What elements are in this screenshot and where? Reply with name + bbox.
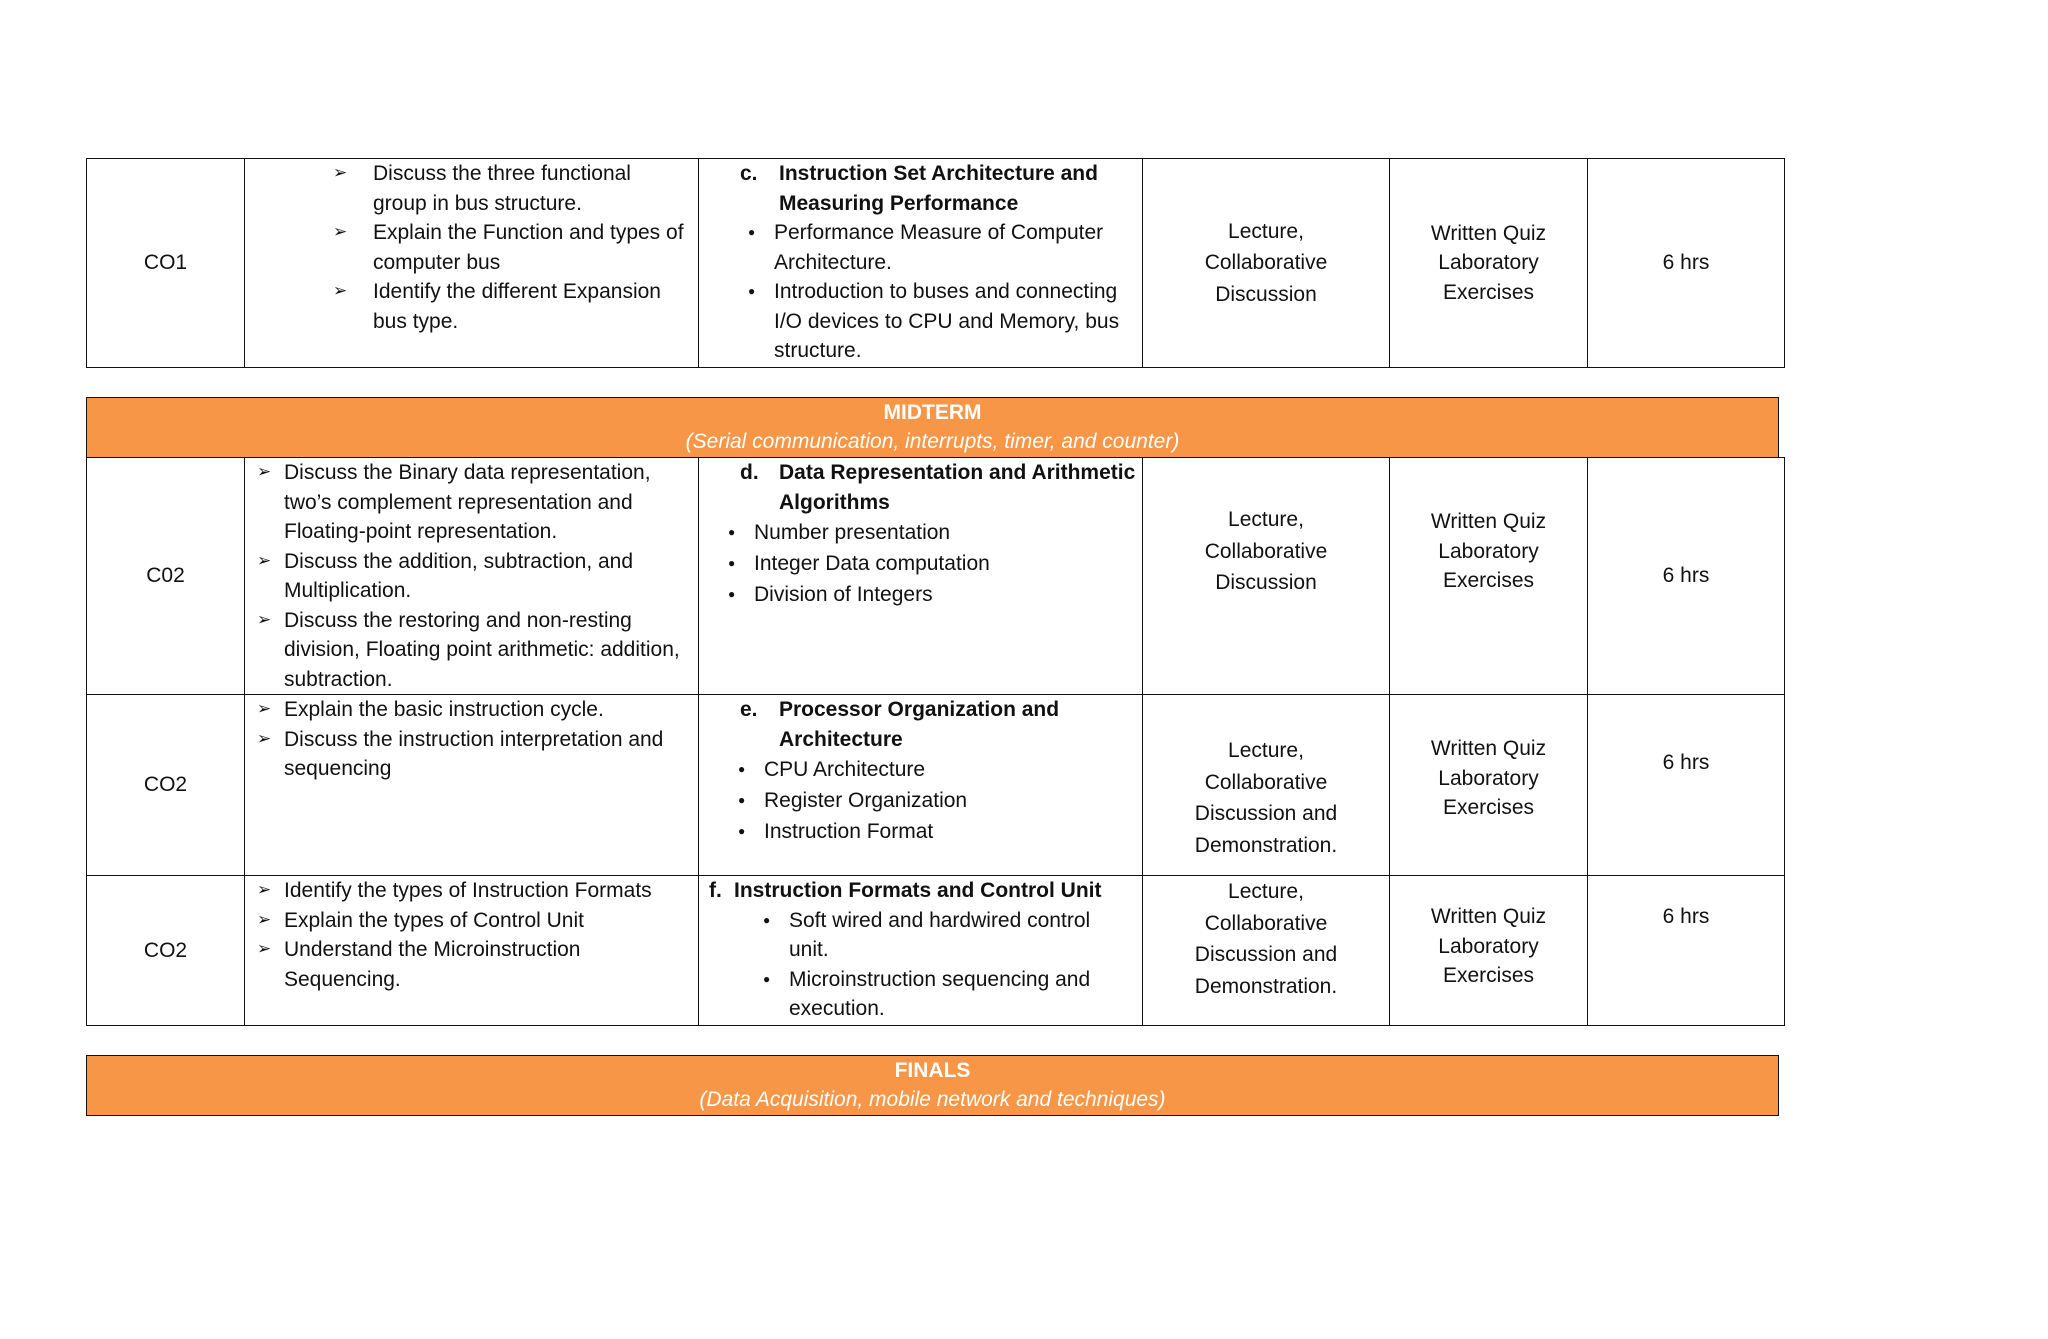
topic-item: ● Instruction Format	[764, 816, 1134, 847]
objective-item: ➢ Discuss the addition, subtraction, and Multiplication.	[245, 547, 698, 606]
co-cell	[87, 458, 245, 695]
topic-item: ● Performance Measure of Computer Architecture.	[774, 218, 1134, 277]
co-label: C02	[146, 564, 185, 588]
assessment-line: Written Quiz	[1430, 737, 1547, 760]
time-allotment: 6 hrs	[1662, 251, 1710, 275]
tla-line: Collaborative	[1204, 770, 1328, 794]
co-cell	[87, 876, 245, 1026]
co-label: CO1	[143, 251, 188, 275]
assessment-line: Exercises	[1442, 964, 1535, 987]
topic-cell	[699, 876, 1143, 1026]
table-row	[87, 159, 1785, 368]
assessment-line: Exercises	[1442, 796, 1535, 819]
time-cell	[1588, 159, 1785, 368]
topic-title: Instruction Formats and Control Unit	[734, 879, 1102, 902]
table-row	[87, 876, 1785, 1026]
objective-item: ➢ Discuss the instruction interpretation and sequencing	[245, 725, 698, 784]
assessment-cell	[1390, 876, 1588, 1026]
tla-line: Discussion	[1215, 571, 1317, 594]
topic-list	[699, 754, 1142, 847]
topic-letter: d.	[740, 461, 759, 484]
tla-cell	[1143, 695, 1390, 876]
topic-title: Processor Organization and Architecture	[779, 698, 1060, 751]
tla-line: Discussion and	[1194, 943, 1338, 966]
topic-item: ● Integer Data computation	[754, 548, 1134, 579]
objective-item: ➢ Discuss the restoring and non-resting division, Floating point arithmetic: addition, subtraction.	[245, 606, 698, 695]
tla-line: Lecture,	[1228, 739, 1304, 762]
topic-item: ● Introduction to buses and connecting I/O devices to CPU and Memory, bus structure.	[774, 277, 1134, 366]
syllabus-table-prelim-end	[86, 158, 1785, 368]
table-row	[87, 695, 1785, 876]
topic-heading	[699, 695, 1142, 754]
objective-item: ➢ Explain the types of Control Unit	[245, 906, 698, 936]
objective-item: ➢ Discuss the Binary data representation, two’s complement representation and Floating-point representation.	[245, 458, 698, 547]
objectives-list	[245, 159, 698, 336]
topic-letter: f.	[709, 879, 722, 902]
tla-line: Collaborative	[1204, 911, 1328, 935]
time-allotment: 6 hrs	[1662, 905, 1710, 928]
tla-line: Demonstration.	[1194, 833, 1338, 857]
midterm-title: MIDTERM	[883, 401, 982, 424]
topic-item: ● CPU Architecture	[764, 754, 1134, 785]
objectives-list	[245, 876, 698, 994]
time-allotment: 6 hrs	[1662, 751, 1710, 774]
topic-cell	[699, 458, 1143, 695]
objectives-list	[245, 695, 698, 784]
time-allotment: 6 hrs	[1662, 564, 1710, 588]
finals-title: FINALS	[894, 1059, 971, 1082]
tla-line: Collaborative	[1204, 251, 1328, 275]
co-label: CO2	[143, 773, 188, 797]
tla-line: Lecture,	[1228, 219, 1304, 243]
objectives-cell	[245, 876, 699, 1026]
topic-list	[699, 906, 1142, 1024]
objective-item: ➢ Explain the basic instruction cycle.	[245, 695, 698, 725]
topic-letter: e.	[740, 698, 758, 721]
topic-heading	[699, 159, 1142, 218]
tla-cell	[1143, 876, 1390, 1026]
co-cell	[87, 695, 245, 876]
objective-item: ➢ Discuss the three functional group in bus structure.	[245, 159, 690, 218]
topic-cell	[699, 695, 1143, 876]
assessment-line: Exercises	[1442, 569, 1535, 592]
tla-line: Demonstration.	[1194, 974, 1338, 998]
assessment-line: Written Quiz	[1430, 510, 1547, 533]
objective-item: ➢ Explain the Function and types of computer bus	[245, 218, 690, 277]
tla-line: Discussion and	[1194, 802, 1338, 825]
objectives-list	[245, 458, 698, 694]
topic-item: ● Register Organization	[764, 785, 1134, 816]
tla-line: Lecture,	[1228, 880, 1304, 903]
assessment-line: Written Quiz	[1430, 221, 1547, 245]
assessment-line: Laboratory	[1438, 251, 1539, 275]
topic-list	[699, 218, 1142, 366]
time-cell	[1588, 695, 1785, 876]
assessment-line: Laboratory	[1438, 766, 1539, 790]
finals-subtitle: (Data Acquisition, mobile network and techniques)	[699, 1088, 1166, 1111]
topic-list	[699, 517, 1142, 610]
assessment-cell	[1390, 458, 1588, 695]
topic-heading	[699, 876, 1142, 906]
co-label: CO2	[143, 938, 188, 962]
assessment-line: Laboratory	[1438, 539, 1539, 563]
objectives-cell	[245, 695, 699, 876]
tla-line: Collaborative	[1204, 539, 1328, 563]
syllabus-table-midterm	[86, 457, 1785, 1026]
tla-cell	[1143, 458, 1390, 695]
topic-item: ● Soft wired and hardwired control unit.	[789, 906, 1134, 965]
topic-title: Instruction Set Architecture and Measuring Performance	[779, 162, 1098, 215]
midterm-subtitle: (Serial communication, interrupts, timer, and counter)	[685, 430, 1180, 453]
midterm-banner	[86, 397, 1779, 458]
finals-banner	[86, 1055, 1779, 1116]
time-cell	[1588, 458, 1785, 695]
assessment-line: Exercises	[1442, 280, 1535, 304]
tla-cell	[1143, 159, 1390, 368]
time-cell	[1588, 876, 1785, 1026]
assessment-line: Laboratory	[1438, 934, 1539, 958]
topic-item: ● Microinstruction sequencing and execution.	[789, 965, 1134, 1024]
assessment-cell	[1390, 159, 1588, 368]
table-row	[87, 458, 1785, 695]
objective-item: ➢ Identify the different Expansion bus type.	[245, 277, 690, 336]
topic-item: ● Number presentation	[754, 517, 1134, 548]
assessment-cell	[1390, 695, 1588, 876]
topic-cell	[699, 159, 1143, 368]
objective-item: ➢ Identify the types of Instruction Formats	[245, 876, 698, 906]
topic-heading	[699, 458, 1142, 517]
co-cell	[87, 159, 245, 368]
objectives-cell	[245, 458, 699, 695]
assessment-line: Written Quiz	[1430, 905, 1547, 928]
tla-line: Lecture,	[1228, 508, 1304, 531]
objective-item: ➢ Understand the Microinstruction Sequencing.	[245, 935, 698, 994]
topic-letter: c.	[740, 162, 758, 185]
topic-title: Data Representation and Arithmetic Algorithms	[779, 461, 1136, 514]
objectives-cell	[245, 159, 699, 368]
topic-item: ● Division of Integers	[754, 579, 1134, 610]
tla-line: Discussion	[1215, 282, 1317, 306]
